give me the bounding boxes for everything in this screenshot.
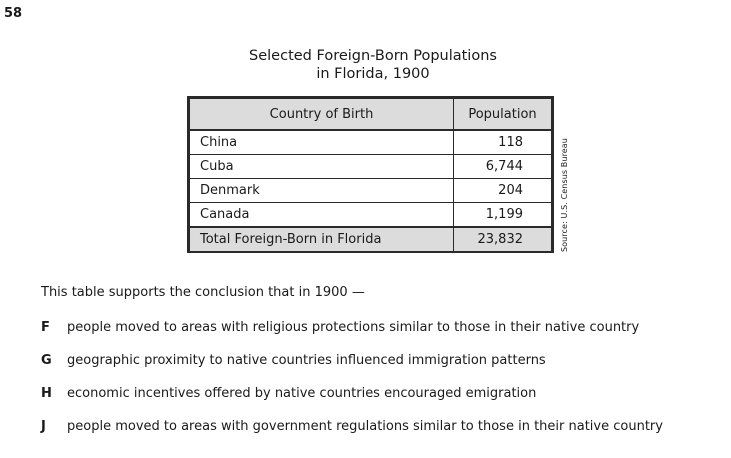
table-title-line-1: Selected Foreign-Born Populations [249, 48, 497, 64]
choice-text: people moved to areas with government regulations similar to those in their native country [67, 419, 663, 434]
row-country: Cuba [190, 155, 454, 179]
choice-letter: H [41, 386, 52, 401]
choice-text: geographic proximity to native countries influenced immigration patterns [67, 353, 546, 368]
answer-choice-j[interactable] [41, 419, 726, 435]
answer-choice-h[interactable] [41, 386, 726, 402]
table-row [190, 155, 552, 179]
row-population: 204 [454, 179, 552, 203]
row-population: 1,199 [454, 203, 552, 228]
question-number: 58 [4, 6, 23, 21]
answer-choice-g[interactable] [41, 353, 726, 369]
header-population: Population [454, 99, 552, 131]
row-country: Denmark [190, 179, 454, 203]
choice-letter: J [41, 419, 46, 434]
table-row [190, 203, 552, 228]
row-country: China [190, 130, 454, 155]
row-country: Canada [190, 203, 454, 228]
table-title [190, 47, 556, 83]
answer-choice-f[interactable] [41, 320, 726, 336]
total-label: Total Foreign-Born in Florida [190, 227, 454, 252]
table-row [190, 179, 552, 203]
answer-choices [41, 320, 726, 452]
total-population: 23,832 [454, 227, 552, 252]
source-citation: Source: U.S. Census Bureau [560, 138, 569, 252]
choice-letter: G [41, 353, 52, 368]
population-table [187, 96, 554, 253]
row-population: 6,744 [454, 155, 552, 179]
header-country-of-birth: Country of Birth [190, 99, 454, 131]
question-prompt: This table supports the conclusion that in 1900 — [41, 285, 365, 300]
choice-text: economic incentives offered by native countries encouraged emigration [67, 386, 537, 401]
choice-text: people moved to areas with religious protections similar to those in their native country [67, 320, 640, 335]
table-title-line-2: in Florida, 1900 [316, 66, 430, 82]
table-header-row [190, 99, 552, 131]
row-population: 118 [454, 130, 552, 155]
table-row [190, 130, 552, 155]
choice-letter: F [41, 320, 50, 335]
table-total-row [190, 227, 552, 252]
